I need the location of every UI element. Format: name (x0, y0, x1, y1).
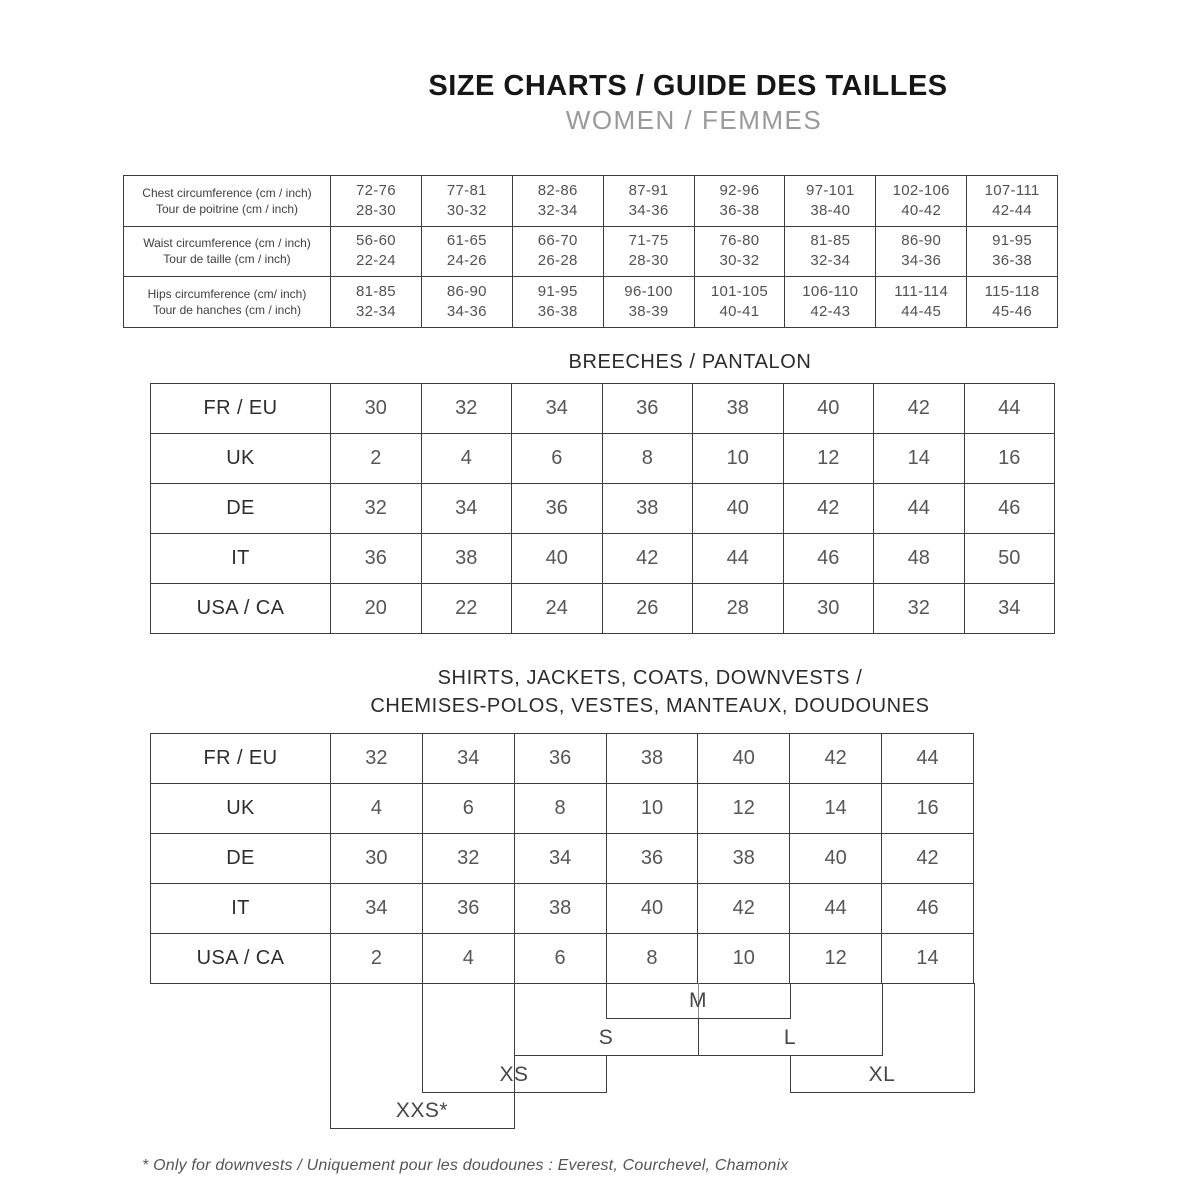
size-cell: 34 (421, 484, 512, 534)
row-label-en: Chest circumference (cm / inch) (142, 185, 312, 200)
size-cell: 32 (874, 584, 965, 634)
measurement-cell (512, 176, 603, 227)
size-cell: 38 (698, 834, 790, 884)
size-cell: 32 (331, 734, 423, 784)
size-cell: 36 (512, 484, 603, 534)
size-cell: 30 (783, 584, 874, 634)
cm-range: 111-114 (894, 282, 949, 300)
size-cell: 8 (602, 434, 693, 484)
row-label-waist (124, 226, 331, 277)
size-cell: 44 (790, 884, 882, 934)
cm-range: 106-110 (802, 282, 859, 300)
size-bracket-label-xl: XL (868, 1063, 896, 1086)
cm-range: 101-105 (710, 282, 769, 300)
size-cell: 14 (790, 784, 882, 834)
measurement-cell (785, 277, 876, 328)
size-cell: 34 (514, 834, 606, 884)
bracket-line (974, 983, 975, 1092)
cm-range: 82-86 (537, 181, 578, 199)
table-row-waist (124, 226, 1058, 277)
cm-range: 81-85 (356, 282, 396, 300)
size-cell: 40 (693, 484, 784, 534)
table-row-fr-eu (151, 384, 1055, 434)
measurement-cell (967, 176, 1058, 227)
row-label: USA / CA (151, 584, 331, 634)
measurement-cell (331, 226, 422, 277)
size-cell: 12 (698, 784, 790, 834)
cm-range: 81-85 (810, 232, 851, 250)
inch-range: 34-36 (628, 201, 669, 219)
size-cell: 8 (514, 784, 606, 834)
size-cell: 44 (693, 534, 784, 584)
size-bracket-label-xxs: XXS* (395, 1099, 449, 1122)
row-label-fr: Tour de hanches (cm / inch) (152, 302, 302, 317)
table-row-usa-ca (151, 584, 1055, 634)
size-cell: 4 (422, 934, 514, 984)
inch-range: 30-32 (446, 201, 487, 219)
cm-range: 115-118 (984, 282, 1040, 300)
size-cell: 16 (964, 434, 1055, 484)
size-cell: 38 (602, 484, 693, 534)
row-label-fr: Tour de poitrine (cm / inch) (155, 201, 299, 216)
cm-range: 96-100 (624, 282, 673, 300)
size-cell: 42 (790, 734, 882, 784)
size-cell: 40 (606, 884, 698, 934)
inch-range: 40-42 (901, 201, 942, 219)
row-label: USA / CA (151, 934, 331, 984)
row-label: DE (151, 834, 331, 884)
table-row-uk (151, 784, 974, 834)
measurement-cell (421, 277, 512, 328)
size-cell: 38 (606, 734, 698, 784)
size-cell: 34 (422, 734, 514, 784)
size-cell: 48 (874, 534, 965, 584)
inch-range: 28-30 (628, 252, 669, 270)
size-bracket-label-m: M (689, 989, 707, 1012)
bracket-line (422, 1092, 607, 1093)
inch-range: 24-26 (446, 252, 487, 270)
inch-range: 26-28 (537, 252, 578, 270)
measurement-cell (603, 226, 694, 277)
size-cell: 40 (698, 734, 790, 784)
measurement-cell (603, 277, 694, 328)
size-cell: 4 (331, 784, 423, 834)
cm-range: 56-60 (356, 232, 396, 250)
cm-range: 61-65 (446, 232, 487, 250)
size-cell: 32 (422, 834, 514, 884)
measurement-cell (512, 277, 603, 328)
size-cell: 14 (882, 934, 974, 984)
size-cell: 28 (693, 584, 784, 634)
measurement-cell (694, 176, 785, 227)
size-cell: 42 (602, 534, 693, 584)
measurement-cell (331, 176, 422, 227)
cm-range: 91-95 (537, 282, 578, 300)
size-cell: 44 (874, 484, 965, 534)
cm-range: 86-90 (901, 232, 942, 250)
size-cell: 22 (421, 584, 512, 634)
table-row-it (151, 884, 974, 934)
row-label: FR / EU (151, 734, 331, 784)
shirts-heading-line1: SHIRTS, JACKETS, COATS, DOWNVESTS / (437, 667, 863, 689)
size-cell: 20 (331, 584, 422, 634)
cm-range: 72-76 (356, 181, 396, 199)
table-row-usa-ca (151, 934, 974, 984)
size-cell: 46 (783, 534, 874, 584)
size-cell: 36 (514, 734, 606, 784)
size-cell: 14 (874, 434, 965, 484)
inch-range: 28-30 (356, 201, 396, 219)
cm-range: 71-75 (628, 232, 669, 250)
table-row-de (151, 834, 974, 884)
cm-range: 107-111 (984, 181, 1040, 199)
size-cell: 6 (514, 934, 606, 984)
cm-range: 91-95 (992, 232, 1032, 250)
measurement-cell (967, 277, 1058, 328)
cm-range: 87-91 (628, 181, 669, 199)
inch-range: 36-38 (992, 252, 1032, 270)
row-label-fr: Tour de taille (cm / inch) (163, 252, 291, 267)
size-cell: 38 (514, 884, 606, 934)
row-label: IT (151, 884, 331, 934)
page-title: SIZE CHARTS / GUIDE DES TAILLES (428, 70, 948, 102)
size-cell: 24 (512, 584, 603, 634)
table-row-fr-eu (151, 734, 974, 784)
inch-range: 40-41 (719, 302, 760, 320)
measurement-cell (421, 176, 512, 227)
cm-range: 66-70 (537, 232, 578, 250)
size-cell: 12 (783, 434, 874, 484)
measurement-cell (876, 226, 967, 277)
row-label-en: Waist circumference (cm / inch) (143, 236, 311, 251)
size-cell: 50 (964, 534, 1055, 584)
shirts-heading (370, 664, 929, 720)
size-cell: 36 (331, 534, 422, 584)
shirts-table (150, 733, 974, 984)
measurement-cell (785, 176, 876, 227)
measurement-cell (694, 226, 785, 277)
size-bracket-label-s: S (598, 1026, 614, 1049)
size-cell: 30 (331, 384, 422, 434)
row-label: DE (151, 484, 331, 534)
table-row-it (151, 534, 1055, 584)
inch-range: 42-43 (810, 302, 851, 320)
measurement-cell (876, 277, 967, 328)
inch-range: 30-32 (719, 252, 760, 270)
measurement-cell (876, 176, 967, 227)
size-cell: 40 (783, 384, 874, 434)
table-row-de (151, 484, 1055, 534)
size-cell: 26 (602, 584, 693, 634)
bracket-line (606, 1018, 791, 1019)
size-cell: 32 (331, 484, 422, 534)
size-cell: 44 (882, 734, 974, 784)
size-cell: 40 (512, 534, 603, 584)
size-cell: 2 (331, 934, 423, 984)
size-cell: 16 (882, 784, 974, 834)
footnote: * Only for downvests / Uniquement pour les doudounes : Everest, Courchevel, Chamonix (142, 1157, 789, 1174)
inch-range: 32-34 (537, 201, 578, 219)
row-label: FR / EU (151, 384, 331, 434)
size-cell: 6 (422, 784, 514, 834)
inch-range: 32-34 (356, 302, 396, 320)
row-label-hips (124, 277, 331, 328)
cm-range: 97-101 (806, 181, 855, 199)
page-subtitle: WOMEN / FEMMES (565, 105, 823, 135)
size-cell: 10 (606, 784, 698, 834)
cm-range: 86-90 (446, 282, 487, 300)
measurement-cell (512, 226, 603, 277)
row-label-en: Hips circumference (cm/ inch) (147, 286, 307, 301)
bracket-line (514, 1055, 883, 1056)
inch-range: 36-38 (719, 201, 760, 219)
size-bracket-label-xs: XS (499, 1063, 529, 1086)
size-cell: 34 (331, 884, 423, 934)
size-cell: 38 (421, 534, 512, 584)
table-row-hips (124, 277, 1058, 328)
cm-range: 76-80 (719, 232, 760, 250)
size-cell: 36 (606, 834, 698, 884)
size-cell: 42 (874, 384, 965, 434)
inch-range: 22-24 (356, 252, 396, 270)
measurement-cell (694, 277, 785, 328)
table-row-uk (151, 434, 1055, 484)
breeches-table (150, 383, 1055, 634)
measurement-cell (967, 226, 1058, 277)
size-cell: 12 (790, 934, 882, 984)
inch-range: 42-44 (992, 201, 1032, 219)
size-cell: 6 (512, 434, 603, 484)
bracket-line (330, 1128, 515, 1129)
size-cell: 36 (422, 884, 514, 934)
inch-range: 34-36 (446, 302, 487, 320)
breeches-heading: BREECHES / PANTALON (568, 351, 812, 373)
bracket-line (882, 983, 883, 1055)
size-cell: 2 (331, 434, 422, 484)
measurement-cell (603, 176, 694, 227)
size-cell: 44 (964, 384, 1055, 434)
measurement-cell (421, 226, 512, 277)
bracket-line (790, 1092, 975, 1093)
inch-range: 32-34 (810, 252, 851, 270)
row-label: IT (151, 534, 331, 584)
size-cell: 46 (882, 884, 974, 934)
size-cell: 46 (964, 484, 1055, 534)
measurement-cell (785, 226, 876, 277)
size-cell: 32 (421, 384, 512, 434)
bracket-line (606, 1055, 607, 1092)
size-cell: 36 (602, 384, 693, 434)
table-row-chest (124, 176, 1058, 227)
measurements-table (123, 175, 1058, 328)
size-cell: 42 (783, 484, 874, 534)
size-bracket-label-l: L (783, 1026, 797, 1049)
cm-range: 102-106 (892, 181, 950, 199)
row-label-chest (124, 176, 331, 227)
inch-range: 44-45 (901, 302, 942, 320)
size-cell: 30 (331, 834, 423, 884)
cm-range: 92-96 (719, 181, 760, 199)
size-cell: 38 (693, 384, 784, 434)
row-label: UK (151, 784, 331, 834)
inch-range: 38-39 (628, 302, 669, 320)
inch-range: 36-38 (537, 302, 578, 320)
bracket-line (790, 983, 791, 1018)
size-cell: 10 (693, 434, 784, 484)
inch-range: 38-40 (810, 201, 851, 219)
size-cell: 8 (606, 934, 698, 984)
row-label: UK (151, 434, 331, 484)
measurement-cell (331, 277, 422, 328)
size-cell: 34 (512, 384, 603, 434)
shirts-heading-line2: CHEMISES-POLOS, VESTES, MANTEAUX, DOUDOUNES (370, 695, 930, 717)
size-cell: 42 (698, 884, 790, 934)
size-cell: 4 (421, 434, 512, 484)
inch-range: 45-46 (992, 302, 1032, 320)
inch-range: 34-36 (901, 252, 942, 270)
size-cell: 40 (790, 834, 882, 884)
size-cell: 10 (698, 934, 790, 984)
cm-range: 77-81 (446, 181, 487, 199)
size-cell: 42 (882, 834, 974, 884)
size-cell: 34 (964, 584, 1055, 634)
